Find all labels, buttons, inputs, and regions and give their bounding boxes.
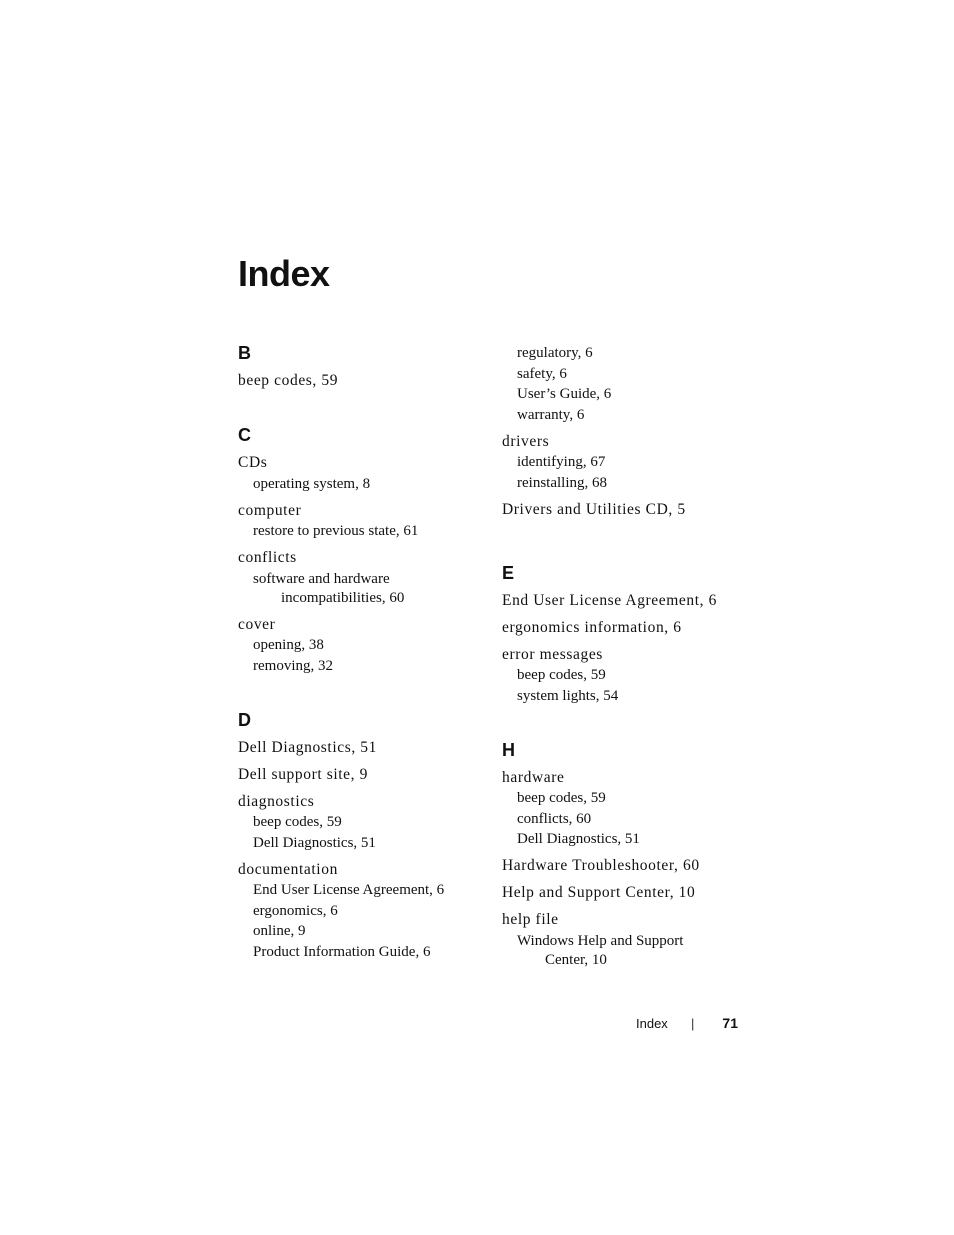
index-subentry: safety, 6 [517,365,567,382]
index-subentry: system lights, 54 [517,687,619,704]
index-subentry: reinstalling, 68 [517,474,607,491]
index-entry-diagnostics: diagnostics [238,792,315,810]
index-subentry: warranty, 6 [517,406,585,423]
index-entry-drivers: drivers [502,432,550,450]
section-letter-h: H [502,739,515,760]
page-number: 71 [722,1015,738,1031]
index-subentry: Dell Diagnostics, 51 [517,831,640,847]
index-subentry: identifying, 67 [517,454,606,470]
index-subentry-continued: Center, 10 [545,951,607,968]
footer-label: Index [636,1016,668,1031]
index-subentry: beep codes, 59 [253,814,342,830]
footer-separator: | [691,1016,695,1031]
index-subentry: operating system, 8 [253,475,371,492]
index-entry-cds: CDs [238,454,268,471]
index-subentry: Dell Diagnostics, 51 [253,834,376,851]
index-subentry: ergonomics, 6 [253,902,338,919]
index-subentry: User’s Guide, 6 [517,386,612,402]
index-subentry-continued: incompatibilities, 60 [281,589,405,606]
index-column-left [238,342,478,962]
index-subentry: removing, 32 [253,657,333,674]
index-subentry: regulatory, 6 [517,345,593,361]
index-entry-hardware-troubleshooter: Hardware Troubleshooter, 60 [502,857,700,874]
index-entry-computer: computer [238,501,302,519]
index-entry-dell-support-site: Dell support site, 9 [238,765,368,783]
index-entry-cover: cover [238,615,276,633]
index-subentry: restore to previous state, 61 [253,523,419,539]
section-letter-c: C [238,425,251,445]
section-letter-d: D [238,709,251,730]
index-subentry: beep codes, 59 [517,667,606,683]
index-subentry: End User License Agreement, 6 [253,882,445,898]
index-subentry: Windows Help and Support [517,932,684,949]
index-column-right [502,342,742,970]
index-subentry: Product Information Guide, 6 [253,943,431,960]
page-title: Index [238,253,330,294]
index-subentry: beep codes, 59 [517,790,606,806]
page-footer [636,1014,738,1034]
index-subentry: online, 9 [253,923,306,939]
index-entry-eula: End User License Agreement, 6 [502,591,717,609]
index-entry-ergonomics: ergonomics information, 6 [502,618,682,636]
index-entry-beep-codes: beep codes, 59 [238,372,339,389]
index-subentry: software and hardware [253,570,390,587]
section-letter-b: B [238,343,251,363]
index-entry-help-support-center: Help and Support Center, 10 [502,884,696,901]
index-subentry: opening, 38 [253,637,324,653]
index-entry-error-messages: error messages [502,645,603,663]
index-entry-hardware: hardware [502,768,565,786]
index-entry-documentation: documentation [238,860,338,878]
index-entry-dell-diagnostics: Dell Diagnostics, 51 [238,738,377,756]
index-subentry: conflicts, 60 [517,810,592,827]
section-letter-e: E [502,562,515,583]
index-entry-conflicts: conflicts [238,549,297,566]
index-entry-drivers-cd: Drivers and Utilities CD, 5 [502,500,686,518]
index-entry-help-file: help file [502,911,559,928]
